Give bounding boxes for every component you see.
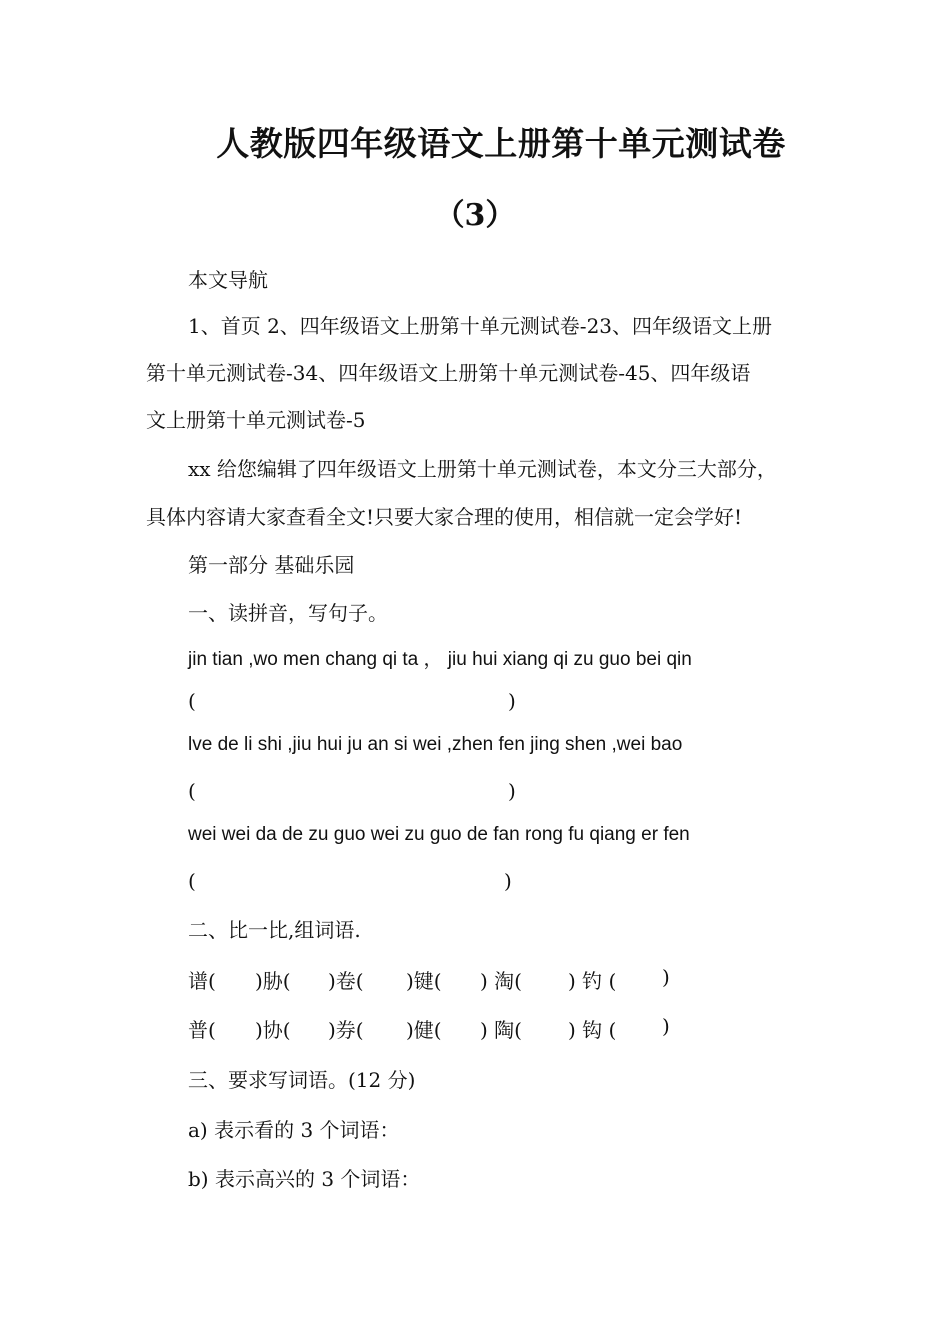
compare-row1-cell-6: ) 钓 ( [568,969,617,993]
intro-line-1: xx 给您编辑了四年级语文上册第十单元测试卷，本文分三大部分， [188,457,777,481]
nav-line-3: 文上册第十单元测试卷-5 [146,408,366,432]
compare-row1-cell-3: )卷( [328,969,364,993]
nav-heading: 本文导航 [188,268,268,292]
question-1-heading: 一、读拼音，写句子。 [188,601,388,625]
compare-row1-cell-5: ) 淘( [480,969,522,993]
compare-row1-cell-4: )键( [406,969,442,993]
part-heading: 第一部分 基础乐园 [188,553,355,577]
compare-row2-cell-5: ) 陶( [480,1018,522,1042]
answer-paren-open-1: ( [188,689,196,713]
document-subtitle: （3） [434,198,516,233]
compare-row2-cell-7: ) [662,1014,670,1038]
question-3-b: b) 表示高兴的 3 个词语： [188,1167,421,1191]
answer-paren-close-2: ) [508,779,516,803]
compare-row2-cell-2: )协( [255,1018,291,1042]
compare-row2-cell-6: ) 钩 ( [568,1018,617,1042]
answer-paren-open-3: ( [188,869,196,893]
compare-row1-cell-7: ) [662,965,670,989]
pinyin-line-3: wei wei da de zu guo wei zu guo de fan rong fu qiang er fen [188,824,690,845]
compare-row2-cell-1: 普( [188,1018,216,1042]
nav-line-2: 第十单元测试卷-34、四年级语文上册第十单元测试卷-45、四年级语 [146,361,751,385]
document-title: 人教版四年级语文上册第十单元测试卷 [216,124,786,163]
compare-row1-cell-1: 谱( [188,969,216,993]
question-2-heading: 二、比一比,组词语. [188,918,361,942]
nav-line-1: 1、首页 2、四年级语文上册第十单元测试卷-23、四年级语文上册 [188,314,773,338]
pinyin-line-1: jin tian ,wo men chang qi ta ， jiu hui xiang qi zu guo bei qin [188,649,692,670]
pinyin-line-2: lve de li shi ,jiu hui ju an si wei ,zhen fen jing shen ,wei bao [188,734,683,755]
compare-row1-cell-2: )胁( [255,969,291,993]
intro-line-2: 具体内容请大家查看全文!只要大家合理的使用，相信就一定会学好! [146,505,743,529]
answer-paren-close-3: ) [504,869,512,893]
answer-paren-open-2: ( [188,779,196,803]
question-3-a: a) 表示看的 3 个词语： [188,1118,400,1142]
question-3-heading: 三、要求写词语。(12 分) [188,1068,416,1092]
compare-row2-cell-3: )券( [328,1018,364,1042]
compare-row2-cell-4: )健( [406,1018,442,1042]
answer-paren-close-1: ) [508,689,516,713]
